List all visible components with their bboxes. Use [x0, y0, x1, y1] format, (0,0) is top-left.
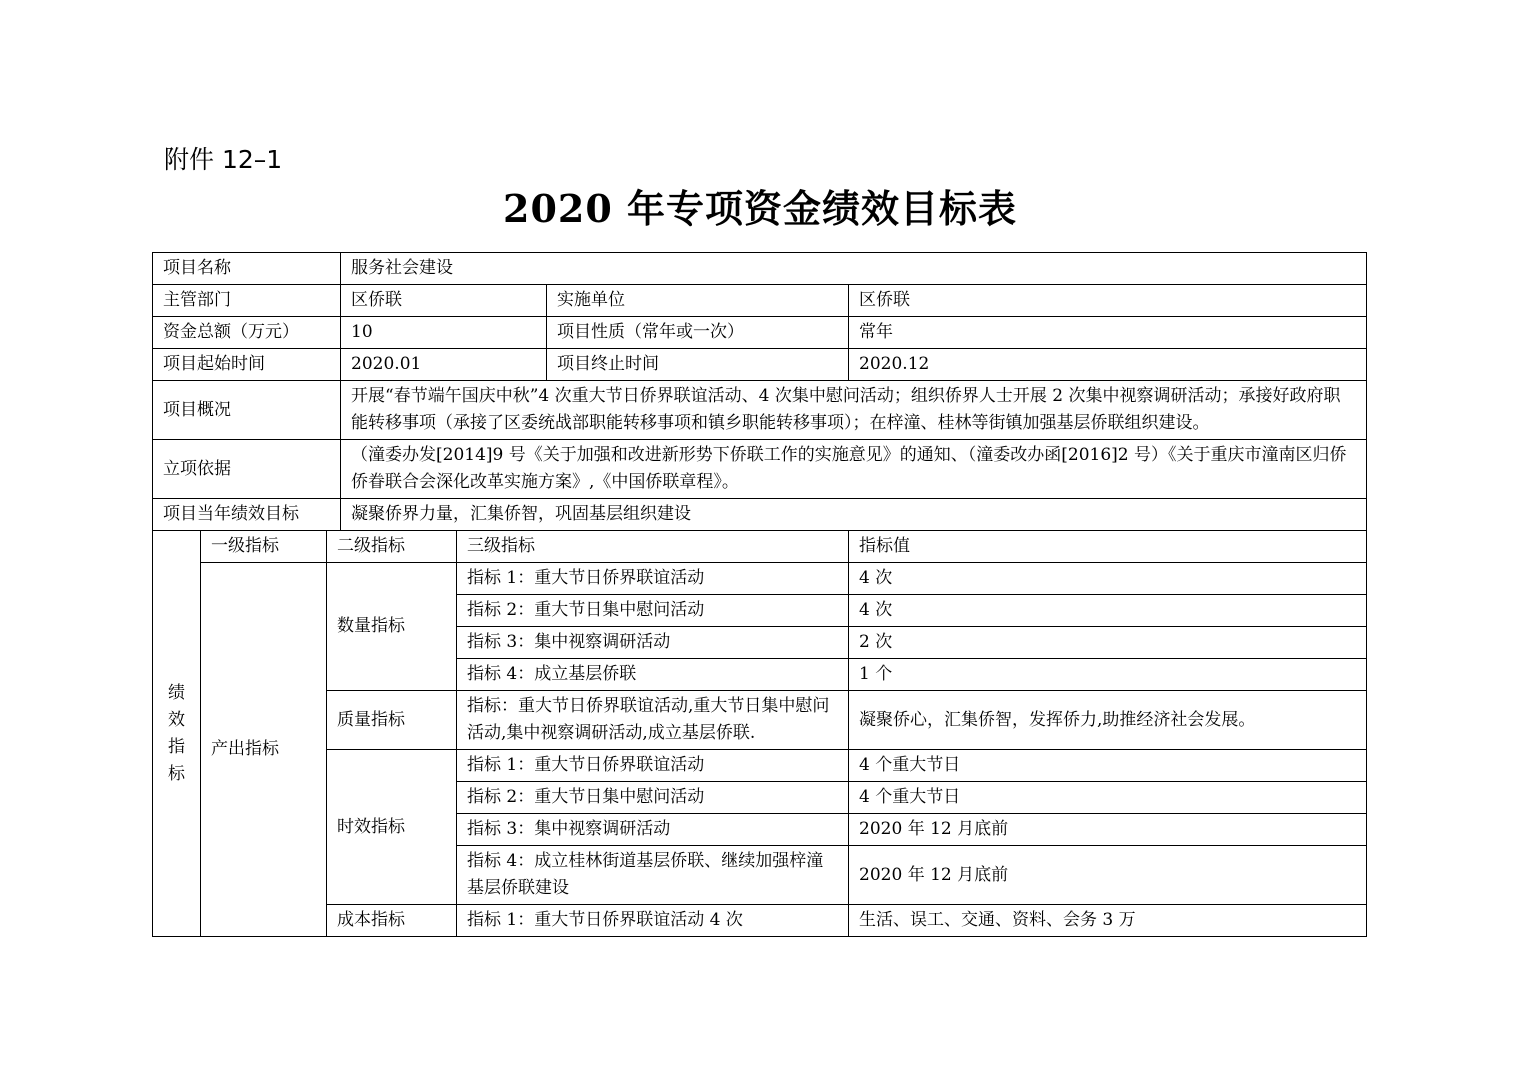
- row-goal: [153, 499, 1367, 531]
- indicator-name: 指标 4：成立基层侨联: [457, 659, 849, 691]
- fund-label: 资金总额（万元）: [153, 317, 341, 349]
- fund-value: 10: [341, 317, 547, 349]
- dept-label: 主管部门: [153, 285, 341, 317]
- indicator-value: 2020 年 12 月底前: [849, 846, 1367, 905]
- start-label: 项目起始时间: [153, 349, 341, 381]
- indicator-name: 指标 3：集中视察调研活动: [457, 814, 849, 846]
- indicator-name: 指标 1：重大节日侨界联谊活动: [457, 750, 849, 782]
- indicator-name: 指标 4：成立桂林街道基层侨联、继续加强梓潼基层侨联建设: [457, 846, 849, 905]
- indicator-value: 生活、误工、交通、资料、会务 3 万: [849, 905, 1367, 937]
- impl-value: 区侨联: [849, 285, 1367, 317]
- project-name-value: 服务社会建设: [341, 253, 1367, 285]
- indicator-name: 指标 3：集中视察调研活动: [457, 627, 849, 659]
- col-level3-header: 三级指标: [457, 531, 849, 563]
- indicator-value: 凝聚侨心，汇集侨智，发挥侨力,助推经济社会发展。: [849, 691, 1367, 750]
- row-basis: [153, 440, 1367, 499]
- overview-value: 开展“春节端午国庆中秋”4 次重大节日侨界联谊活动、4 次集中慰问活动；组织侨界人士开展 2 次集中视察调研活动；承接好政府职能转移事项（承接了区委统战部职能转移事项和镇乡职能转移事项）；在梓潼、桂林等街镇加强基层侨联组织建设。: [341, 381, 1367, 440]
- indicator-value: 2020 年 12 月底前: [849, 814, 1367, 846]
- indicator-value: 2 次: [849, 627, 1367, 659]
- indicator-value: 4 次: [849, 595, 1367, 627]
- indicator-value: 1 个: [849, 659, 1367, 691]
- indicator-name: 指标：重大节日侨界联谊活动,重大节日集中慰问活动,集中视察调研活动,成立基层侨联.: [457, 691, 849, 750]
- performance-table: [152, 252, 1367, 937]
- col-level2-header: 二级指标: [327, 531, 457, 563]
- col-value-header: 指标值: [849, 531, 1367, 563]
- indicator-name: 指标 2：重大节日集中慰问活动: [457, 782, 849, 814]
- table-row: [153, 563, 1367, 595]
- indicator-value: 4 个重大节日: [849, 782, 1367, 814]
- overview-label: 项目概况: [153, 381, 341, 440]
- dept-value: 区侨联: [341, 285, 547, 317]
- indicator-name: 指标 2：重大节日集中慰问活动: [457, 595, 849, 627]
- indicator-side-label: 绩 效 指 标: [153, 531, 201, 937]
- quality-indicator-label: 质量指标: [327, 691, 457, 750]
- nature-label: 项目性质（常年或一次）: [547, 317, 849, 349]
- row-department: [153, 285, 1367, 317]
- indicator-value: 4 个重大节日: [849, 750, 1367, 782]
- indicator-value: 4 次: [849, 563, 1367, 595]
- attachment-label: 附件 12–1: [164, 145, 283, 174]
- table-row: [153, 691, 1367, 750]
- end-value: 2020.12: [849, 349, 1367, 381]
- row-indicator-header: [153, 531, 1367, 563]
- table-row: [153, 750, 1367, 782]
- indicator-name: 指标 1：重大节日侨界联谊活动: [457, 563, 849, 595]
- basis-value: （潼委办发[2014]9 号《关于加强和改进新形势下侨联工作的实施意见》的通知、（潼委改办函[2016]2 号）《关于重庆市潼南区归侨侨眷联合会深化改革实施方案》,《中国侨联章程》。: [341, 440, 1367, 499]
- cost-indicator-label: 成本指标: [327, 905, 457, 937]
- output-indicator-label: 产出指标: [201, 563, 327, 937]
- start-value: 2020.01: [341, 349, 547, 381]
- row-fund: [153, 317, 1367, 349]
- row-overview: [153, 381, 1367, 440]
- impl-label: 实施单位: [547, 285, 849, 317]
- goal-value: 凝聚侨界力量，汇集侨智，巩固基层组织建设: [341, 499, 1367, 531]
- goal-label: 项目当年绩效目标: [153, 499, 341, 531]
- table-row: [153, 905, 1367, 937]
- nature-value: 常年: [849, 317, 1367, 349]
- col-level1-header: 一级指标: [201, 531, 327, 563]
- timeliness-indicator-label: 时效指标: [327, 750, 457, 905]
- row-period: [153, 349, 1367, 381]
- quantity-indicator-label: 数量指标: [327, 563, 457, 691]
- row-project-name: [153, 253, 1367, 285]
- indicator-name: 指标 1：重大节日侨界联谊活动 4 次: [457, 905, 849, 937]
- project-name-label: 项目名称: [153, 253, 341, 285]
- page-title: 2020 年专项资金绩效目标表: [503, 186, 1017, 231]
- end-label: 项目终止时间: [547, 349, 849, 381]
- basis-label: 立项依据: [153, 440, 341, 499]
